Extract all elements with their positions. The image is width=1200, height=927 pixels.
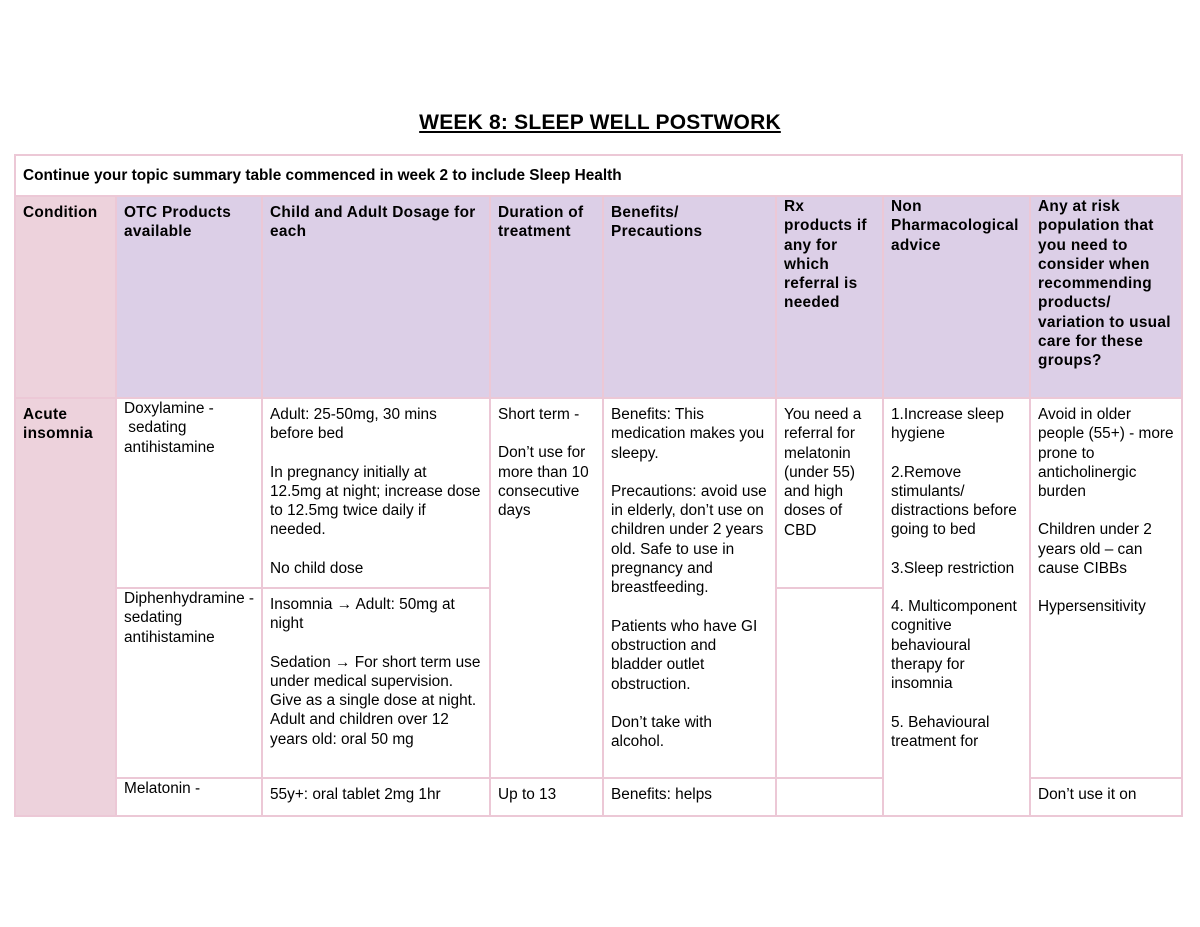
otc-diphenhydramine-line: Diphenhydramine - <box>124 590 255 607</box>
nonpharm-paragraph: 1.Increase sleep hygiene <box>891 406 1004 443</box>
atrisk-doxylamine <box>1030 398 1182 778</box>
dosage-paragraph: No child dose <box>270 559 364 577</box>
header-nonpharm: Non Pharmacological advice <box>883 196 1030 398</box>
otc-doxylamine-line: Doxylamine - <box>124 400 214 417</box>
atrisk-melatonin: Don’t use it on <box>1030 778 1182 816</box>
duration-paragraph: Don’t use for more than 10 consecutive days <box>498 444 589 520</box>
condition-cell: Acute insomnia <box>15 398 116 816</box>
dosage-paragraph: Adult: 25-50mg, 30 mins before bed <box>270 406 437 443</box>
duration-paragraph: Short term - <box>498 406 580 423</box>
dosage-paragraph: In pregnancy initially at 12.5mg at night; increase dose to 12.5mg twice daily if needed. <box>270 463 481 539</box>
rx-doxylamine: You need a referral for melatonin (under 55) and high doses of CBD <box>776 398 883 588</box>
atrisk-paragraph: Hypersensitivity <box>1038 598 1146 616</box>
benefits-melatonin: Benefits: helps <box>603 778 776 816</box>
nonpharm-advice <box>883 398 1030 816</box>
benefits-paragraph: Precautions: avoid use in elderly, don’t use on children under 2 years old. Safe to use in pregnancy and breastfeeding. <box>611 482 767 597</box>
duration-melatonin: Up to 13 <box>490 778 603 816</box>
header-dosage: Child and Adult Dosage for each <box>262 196 490 398</box>
otc-melatonin: Melatonin - <box>116 778 262 816</box>
header-rx: Rx products if any for which referral is needed <box>776 196 883 398</box>
otc-doxylamine <box>116 398 262 588</box>
otc-diphenhydramine-line: antihistamine <box>124 628 215 646</box>
intro-row: Continue your topic summary table commenced in week 2 to include Sleep Health <box>15 155 1182 196</box>
benefits-paragraph: Patients who have GI obstruction and bladder outlet obstruction. <box>611 617 758 693</box>
header-otc: OTC Products available <box>116 196 262 398</box>
page-title: WEEK 8: SLEEP WELL POSTWORK <box>419 111 781 134</box>
dosage-doxylamine <box>262 398 490 588</box>
header-condition: Condition <box>15 196 116 398</box>
summary-table <box>14 154 1183 817</box>
benefits-doxylamine <box>603 398 776 778</box>
otc-doxylamine-line: sedating <box>124 419 187 437</box>
dosage-paragraph: Insomnia → Adult: 50mg at night <box>270 596 455 633</box>
nonpharm-paragraph: 4. Multicomponent cognitive behavioural therapy for insomnia <box>891 598 1017 693</box>
benefits-paragraph: Benefits: This medication makes you sleepy. <box>611 406 765 462</box>
atrisk-paragraph: Children under 2 years old – can cause CIBBs <box>1038 521 1152 578</box>
nonpharm-paragraph: 5. Behavioural treatment for <box>891 713 990 750</box>
otc-diphenhydramine-line: sedating <box>124 609 183 627</box>
dosage-paragraph: Sedation → For short term use under medical supervision. Give as a single dose at night. Adult and children over 12 years old: oral 50 mg <box>270 653 481 748</box>
dosage-diphenhydramine <box>262 588 490 778</box>
dosage-melatonin: 55y+: oral tablet 2mg 1hr <box>262 778 490 816</box>
nonpharm-paragraph: 2.Remove stimulants/ distractions before going to bed <box>891 463 1017 539</box>
nonpharm-paragraph: 3.Sleep restriction <box>891 559 1015 577</box>
duration-doxylamine <box>490 398 603 778</box>
atrisk-paragraph: Avoid in older people (55+) - more prone to anticholinergic burden <box>1038 406 1174 501</box>
rx-diphenhydramine <box>776 588 883 778</box>
rx-melatonin <box>776 778 883 816</box>
benefits-paragraph: Don’t take with alcohol. <box>611 713 712 751</box>
header-duration: Duration of treatment <box>490 196 603 398</box>
header-atrisk: Any at risk population that you need to consider when recommending products/ variation to usual care for these groups? <box>1030 196 1182 398</box>
otc-doxylamine-line: antihistamine <box>124 438 215 456</box>
otc-diphenhydramine <box>116 588 262 778</box>
header-benefits: Benefits/ Precautions <box>603 196 776 398</box>
